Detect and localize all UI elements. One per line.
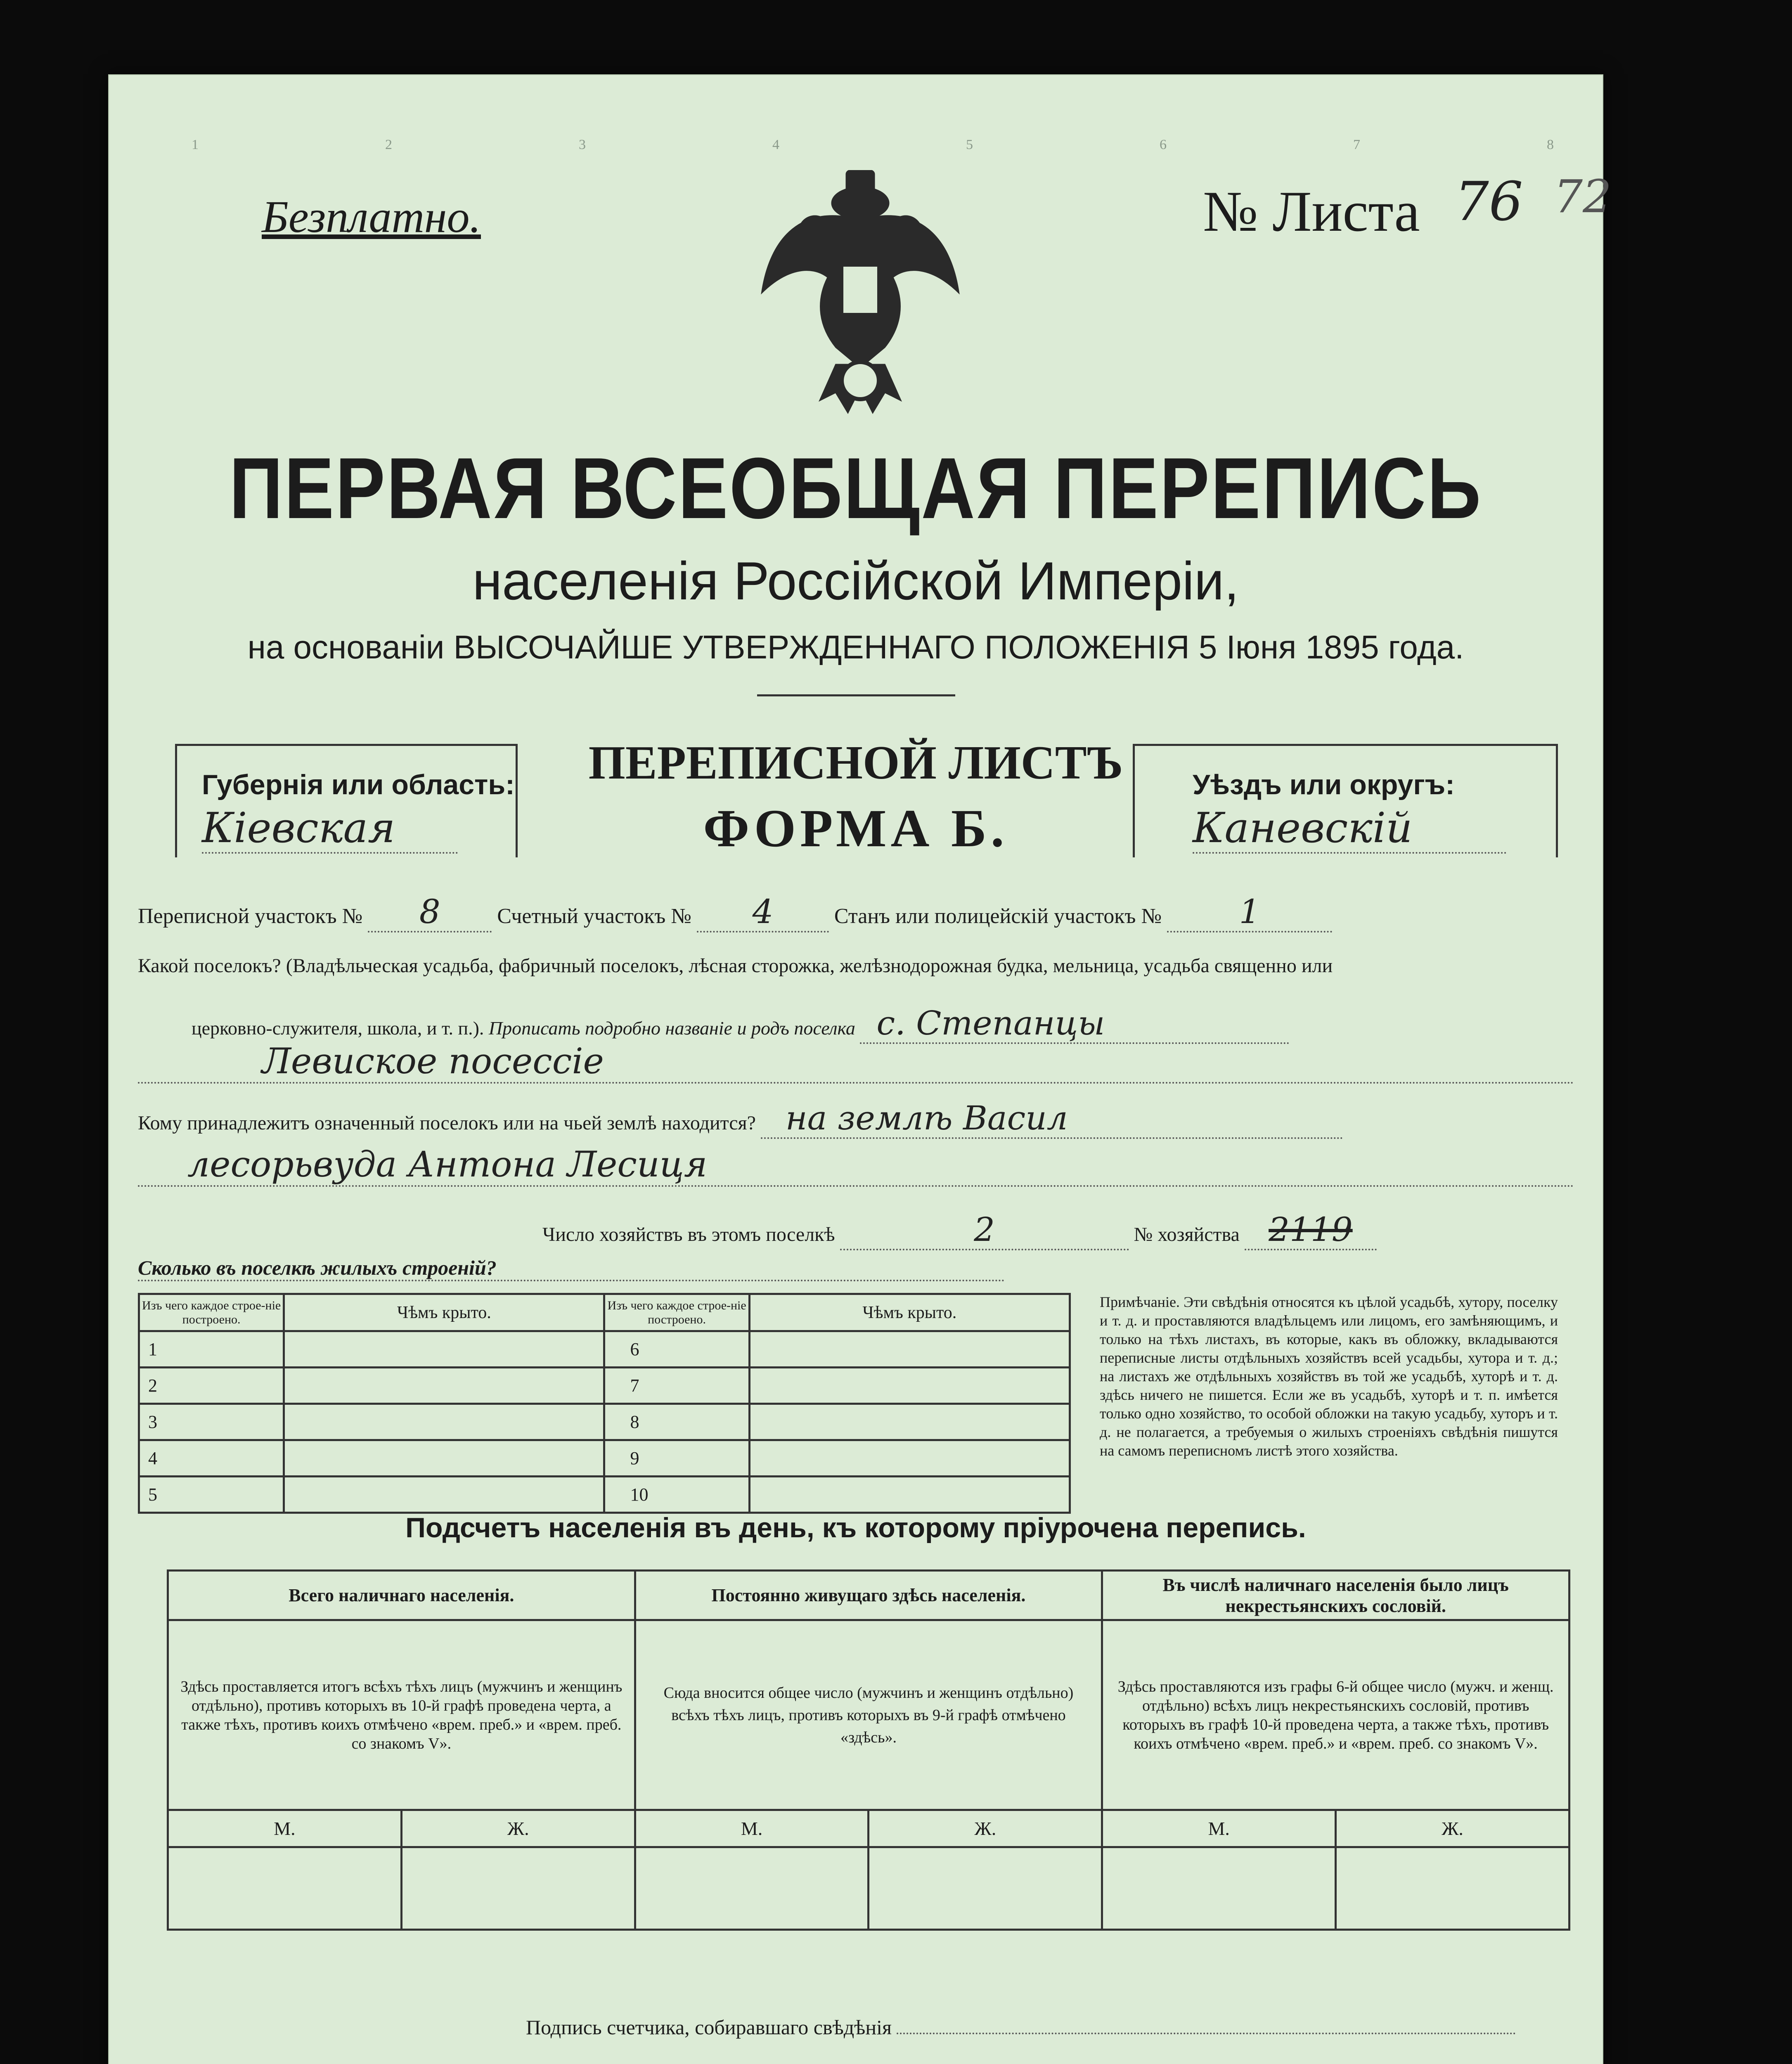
col1-title: Всего наличнаго населенія.	[168, 1571, 635, 1620]
household-number-label: № хозяйства	[1134, 1224, 1240, 1245]
settlement-value-1: с. Степанцы	[860, 1004, 1289, 1044]
material-header: Изъ чего каждое строе-ніе построено.	[604, 1294, 749, 1331]
subtitle: населенія Россійской Имперіи,	[472, 551, 1239, 611]
column-number: 7	[1353, 137, 1360, 152]
form-name: ФОРМА Б.	[703, 799, 1008, 858]
column-number: 6	[1160, 137, 1167, 152]
table-row	[168, 1847, 1569, 1930]
free-label: Безплатно.	[262, 192, 481, 242]
col2-text: Сюда вносится общее число (мужчинъ и женщинъ отдѣльно) всѣхъ тѣхъ лицъ, противъ которыхъ въ 9-й графѣ отмѣчено «здѣсь».	[635, 1620, 1102, 1810]
population-table	[167, 1569, 1570, 1931]
census-district-value: 8	[368, 892, 492, 933]
signature-label: Подпись счетчика, собиравшаго свѣдѣнія	[526, 2016, 892, 2039]
row-number: 5	[139, 1477, 284, 1513]
column-number: 4	[772, 137, 779, 152]
owner-value-1: на землѣ Васил	[761, 1099, 1343, 1139]
material-header: Изъ чего каждое строе-ніе построено.	[139, 1294, 284, 1331]
female-header: Ж.	[1336, 1810, 1569, 1847]
uezd-label: Уѣздъ или округъ:	[1193, 769, 1455, 800]
sheet-number-value: 76	[1455, 170, 1523, 233]
stan-label: Станъ или полицейскій участокъ №	[834, 904, 1162, 928]
female-header: Ж.	[869, 1810, 1102, 1847]
census-sheet	[108, 74, 1612, 2064]
col1-text: Здѣсь проставляется итогъ всѣхъ тѣхъ лицъ (мужчинъ и женщинъ отдѣльно), противъ которыхъ въ 10-й графѣ проведена черта, а также тѣхъ, противъ коихъ отмѣчено «врем. преб.» и «врем. преб. со знакомъ V».	[168, 1620, 635, 1810]
signature-line	[526, 2015, 1516, 2039]
settlement-question-cont: церковно-служителя, школа, и т. п.).	[192, 1018, 484, 1039]
buildings-question: Сколько въ поселкѣ жилыхъ строеній?	[138, 1256, 1005, 1281]
signature-blank	[897, 2033, 1516, 2034]
table-row	[139, 1477, 1070, 1513]
col3-title: Въ числѣ наличнаго населенія было лицъ некрестьянскихъ сословій.	[1102, 1571, 1569, 1620]
roof-header: Чѣмъ крыто.	[749, 1294, 1070, 1331]
basis-line: на основаніи ВЫСОЧАЙШЕ УТВЕРЖДЕННАГО ПОЛОЖЕНІЯ 5 Іюня 1895 года.	[247, 629, 1464, 665]
row-number: 4	[139, 1440, 284, 1477]
gubernia-label: Губернія или область:	[202, 769, 515, 800]
column-number: 2	[385, 137, 392, 152]
title-divider	[757, 694, 955, 696]
gubernia-value: Кіевская	[202, 804, 458, 854]
table-row	[139, 1404, 1070, 1440]
main-title: ПЕРВАЯ ВСЕОБЩАЯ ПЕРЕПИСЬ	[229, 440, 1482, 537]
bleed-through-column-numbers	[192, 137, 1554, 153]
note-text: Примѣчаніе. Эти свѣдѣнія относятся къ цѣлой усадьбѣ, хутору, поселку и т. д. и проставляются владѣльцемъ или лицомъ, его замѣняющимъ, и только на тѣхъ листахъ, въ которые, какъ въ обложку, вкладываются переписные листы отдѣльныхъ хозяйствъ всей усадьбы, хутора и т. д.; на листахъ же отдѣльныхъ хозяйствъ въ той же усадьбѣ, хуторѣ и т. д. здѣсь ничего не пишется. Если же въ усадьбѣ, хуторѣ и т. п. имѣется только одно хозяйство, то особой обложки на такую усадьбу, хуторъ и т. д. не полагается, а требуемыя о жилыхъ строеніяхъ свѣдѣнія пишутся на самомъ переписномъ листѣ этого хозяйства.	[1100, 1294, 1558, 1459]
table-row	[139, 1331, 1070, 1368]
column-number: 3	[579, 137, 586, 152]
settlement-question: Какой поселокъ? (Владѣльческая усадьба, фабричный поселокъ, лѣсная сторожка, желѣзнодорожная будка, мельница, усадьба священно или	[138, 955, 1333, 977]
column-number: 5	[966, 137, 973, 152]
count-district-label: Счетный участокъ №	[497, 904, 691, 928]
uezd-value: Каневскій	[1193, 804, 1506, 854]
row-number: 10	[604, 1477, 749, 1513]
count-district-value: 4	[697, 892, 829, 933]
settlement-line	[192, 1004, 1574, 1044]
margin-note: 72	[1554, 170, 1612, 223]
imperial-eagle-emblem	[753, 170, 968, 418]
districts-line	[138, 892, 1574, 933]
table-row	[139, 1368, 1070, 1404]
male-header: М.	[1102, 1810, 1336, 1847]
column-number: 1	[192, 137, 199, 152]
female-header: Ж.	[401, 1810, 635, 1847]
settlement-value-2: Левиское посессіе	[138, 1041, 1574, 1084]
male-header: М.	[168, 1810, 402, 1847]
owner-question: Кому принадлежитъ означенный поселокъ или на чьей землѣ находится?	[138, 1112, 756, 1134]
owner-line	[138, 1099, 1574, 1139]
buildings-table	[138, 1293, 1071, 1514]
row-number: 9	[604, 1440, 749, 1477]
row-number: 6	[604, 1331, 749, 1368]
row-number: 1	[139, 1331, 284, 1368]
row-number: 2	[139, 1368, 284, 1404]
households-value: 2	[840, 1210, 1129, 1250]
col3-text: Здѣсь проставляются изъ графы 6-й общее число (мужч. и женщ. отдѣльно) всѣхъ лицъ некрестьянскихъ сословій, противъ которыхъ въ графѣ 10-й проведена черта, а также тѣхъ, противъ коихъ отмѣчено «врем. преб.» и «врем. преб. со знакомъ V».	[1102, 1620, 1569, 1810]
sheet-number-label: № Листа	[1203, 180, 1420, 244]
owner-value-2: лесорьвуда Антона Лесиця	[138, 1144, 1574, 1187]
household-number-value: 2119	[1245, 1210, 1377, 1250]
population-heading: Подсчетъ населенія въ день, къ которому пріурочена перепись.	[405, 1512, 1306, 1543]
col2-title: Постоянно живущаго здѣсь населенія.	[635, 1571, 1102, 1620]
row-number: 7	[604, 1368, 749, 1404]
settlement-instruction: Прописать подробно названіе и родъ поселка	[488, 1018, 855, 1039]
column-number: 8	[1547, 137, 1554, 152]
row-number: 3	[139, 1404, 284, 1440]
row-number: 8	[604, 1404, 749, 1440]
households-label: Число хозяйствъ въ этомъ поселкѣ	[542, 1224, 835, 1245]
table-row	[139, 1440, 1070, 1477]
stan-value: 1	[1167, 892, 1332, 933]
male-header: М.	[635, 1810, 869, 1847]
census-district-label: Переписной участокъ №	[138, 904, 363, 928]
form-title: ПЕРЕПИСНОЙ ЛИСТЪ	[588, 736, 1123, 789]
households-line	[542, 1210, 1574, 1250]
uezd-box	[1133, 744, 1558, 857]
roof-header: Чѣмъ крыто.	[284, 1294, 604, 1331]
